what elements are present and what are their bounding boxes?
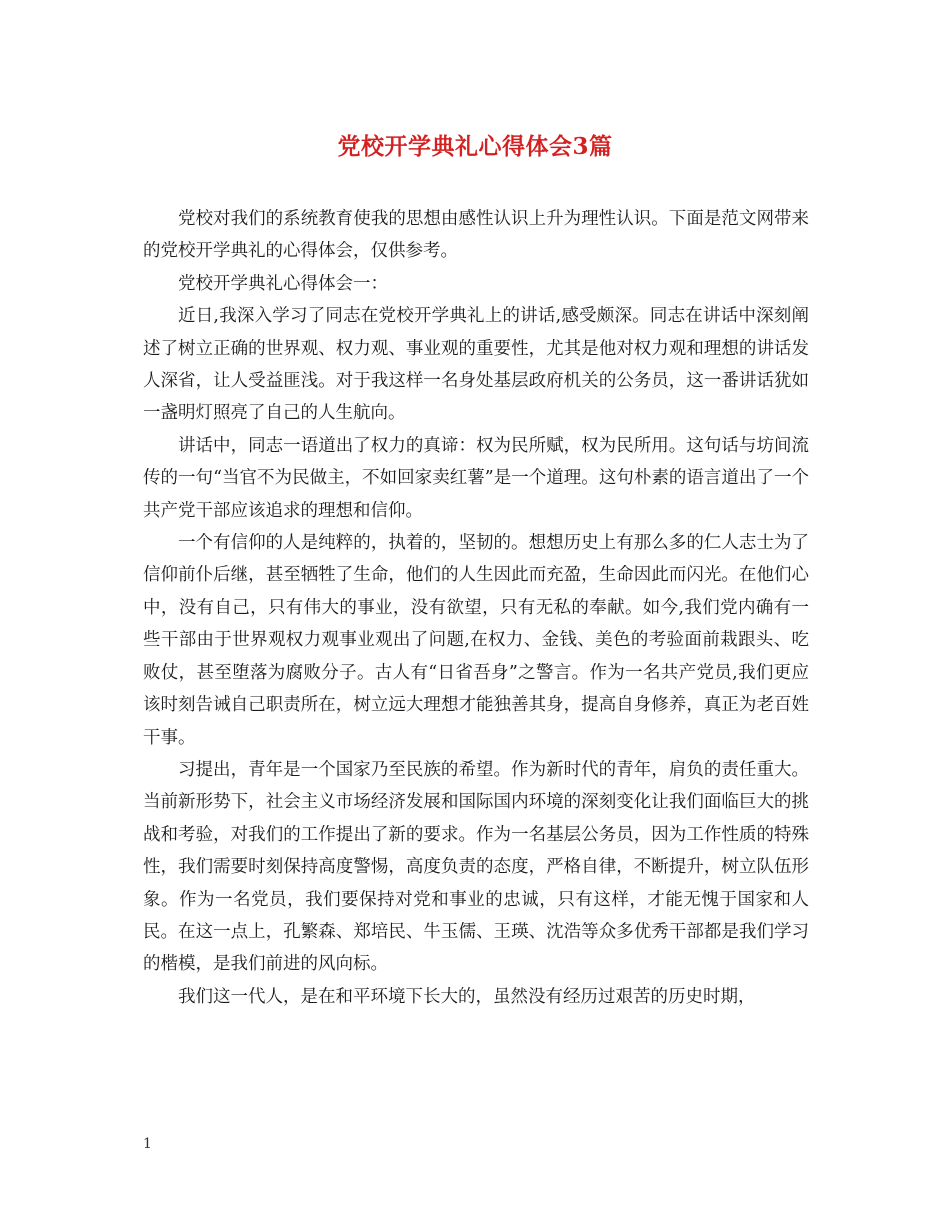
paragraph: 一个有信仰的人是纯粹的，执着的，坚韧的。想想历史上有那么多的仁人志士为了信仰前仆后继，甚至牺牲了生命，他们的人生因此而充盈，生命因此而闪光。在他们心中，没有自己，只有伟大的事业，没有欲望，只有无私的奉献。如今,我们党内确有一些干部由于世界观权力观事业观出了问题,在权力、金钱、美色的考验面前栽跟头、吃败仗，甚至堕落为腐败分子。古人有“日省吾身”之警言。作为一名共产党员,我们更应该时刻告诫自己职责所在，树立远大理想才能独善其身，提高自身修养，真正为老百姓干事。 (143, 533, 809, 748)
paragraph: 近日,我深入学习了同志在党校开学典礼上的讲话,感受颇深。同志在讲话中深刻阐述了树立正确的世界观、权力观、事业观的重要性，尤其是他对权力观和理想的讲话发人深省，让人受益匪浅。对于我这样一名身处基层政府机关的公务员，这一番讲话犹如一盏明灯照亮了自己的人生航向。 (143, 306, 809, 424)
paragraph-section-heading: 党校开学典礼心得体会一： (178, 273, 388, 294)
page-title: 党校开学典礼心得体会3篇 (337, 133, 613, 160)
paragraph-intro: 党校对我们的系统教育使我的思想由感性认识上升为理性认识。下面是范文网带来的党校开学典礼的心得体会，仅供参考。 (143, 209, 809, 262)
paragraph: 我们这一代人，是在和平环境下长大的，虽然没有经历过艰苦的历史时期， (178, 986, 756, 1007)
paragraph: 习提出，青年是一个国家乃至民族的希望。作为新时代的青年，肩负的责任重大。当前新形势下，社会主义市场经济发展和国际国内环境的深刻变化让我们面临巨大的挑战和考验，对我们的工作提出了新的要求。作为一名基层公务员，因为工作性质的特殊性，我们需要时刻保持高度警惕，高度负责的态度，严格自律，不断提升，树立队伍形象。作为一名党员，我们要保持对党和事业的忠诚，只有这样，才能无愧于国家和人民。在这一点上，孔繁森、郑培民、牛玉儒、王瑛、沈浩等众多优秀干部都是我们学习的楷模，是我们前进的风向标。 (143, 759, 809, 975)
paragraph: 讲话中，同志一语道出了权力的真谛：权为民所赋，权为民所用。这句话与坊间流传的一句“当官不为民做主，不如回家卖红薯”是一个道理。这句朴素的语言道出了一个共产党干部应该追求的理想和信仰。 (143, 435, 809, 521)
document-body (143, 203, 809, 1013)
page-number: 1 (143, 1136, 152, 1152)
